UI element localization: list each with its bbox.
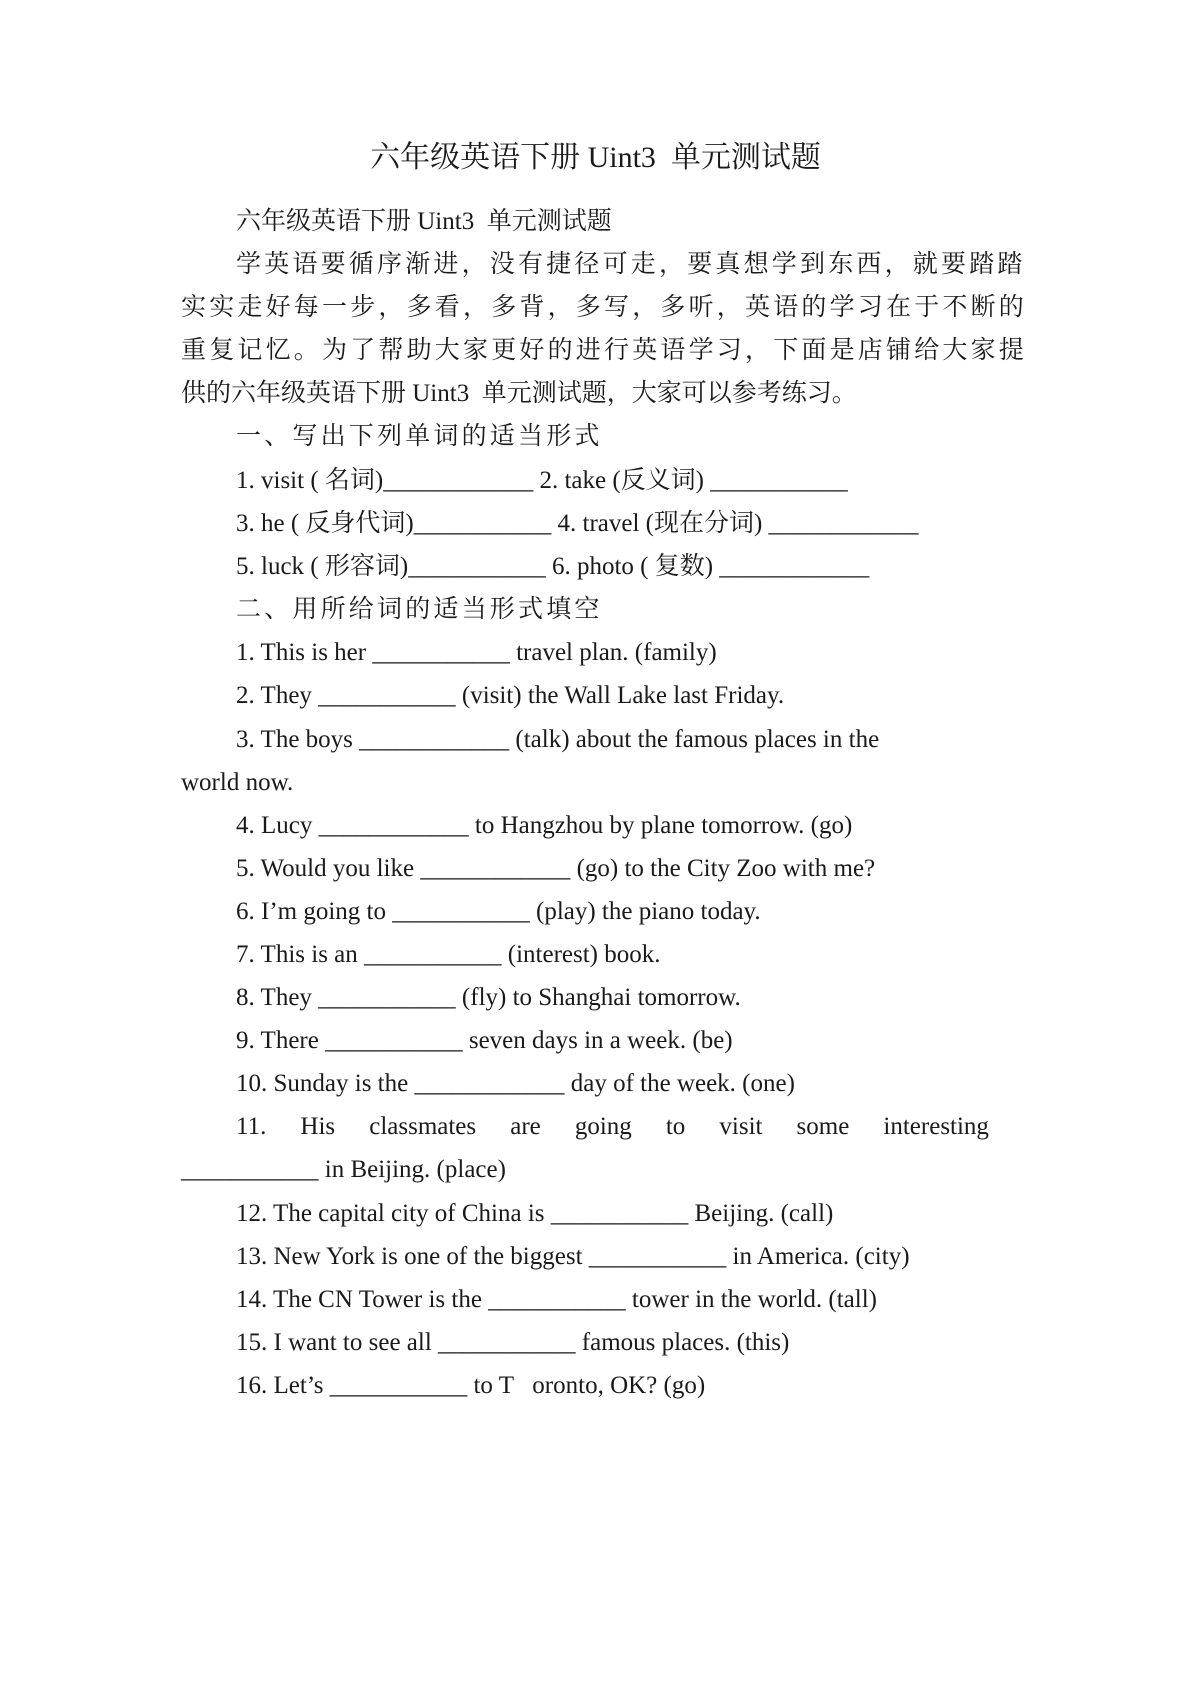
exercise-item-justified [236, 1110, 989, 1144]
exercise-item: 10. Sunday is the ____________ day of the week. (one) [236, 1070, 795, 1097]
word: visit [719, 1113, 763, 1140]
word: some [796, 1113, 850, 1140]
word: to [665, 1113, 686, 1140]
intro-line: 学英语要循序渐进，没有捷径可走，要真想学到东西，就要踏踏 [236, 251, 1026, 278]
exercise-item: 4. Lucy ____________ to Hangzhou by plane tomorrow. (go) [236, 812, 853, 839]
exercise-row: 5. luck ( 形容词)___________ 6. photo ( 复数) ____________ [236, 553, 870, 580]
exercise-item: 7. This is an ___________ (interest) book. [236, 941, 661, 968]
exercise-item: 6. I’m going to ___________ (play) the piano today. [236, 898, 761, 925]
word: interesting [883, 1113, 989, 1140]
section-heading: 一、写出下列单词的适当形式 [236, 423, 603, 450]
exercise-item: 12. The capital city of China is ___________ Beijing. (call) [236, 1200, 834, 1227]
exercise-item: 16. Let’s ___________ to T oronto, OK? (go) [236, 1372, 706, 1399]
word: classmates [369, 1113, 477, 1140]
word: His [300, 1113, 336, 1140]
exercise-item: 5. Would you like ____________ (go) to the City Zoo with me? [236, 855, 876, 882]
exercise-item: 3. The boys ____________ (talk) about the famous places in the [236, 726, 880, 753]
word: going [574, 1113, 632, 1140]
exercise-item-continuation: ___________ in Beijing. (place) [181, 1156, 506, 1183]
document-title: 六年级英语下册 Uint3 单元测试题 [370, 141, 821, 174]
section-heading: 二、用所给词的适当形式填空 [236, 596, 603, 623]
exercise-item: 13. New York is one of the biggest ___________ in America. (city) [236, 1243, 910, 1270]
intro-line: 供的六年级英语下册 Uint3 单元测试题，大家可以参考练习。 [181, 380, 857, 407]
exercise-item: 9. There ___________ seven days in a week. (be) [236, 1027, 733, 1054]
intro-line: 重复记忆。为了帮助大家更好的进行英语学习，下面是店铺给大家提 [181, 337, 1028, 364]
subtitle: 六年级英语下册 Uint3 单元测试题 [236, 208, 612, 235]
exercise-item: 14. The CN Tower is the ___________ tower in the world. (tall) [236, 1286, 877, 1313]
exercise-item: 2. They ___________ (visit) the Wall Lake last Friday. [236, 682, 785, 709]
exercise-item: 15. I want to see all ___________ famous places. (this) [236, 1329, 790, 1356]
word: 11. [236, 1113, 267, 1140]
intro-line: 实实走好每一步，多看，多背，多写，多听，英语的学习在于不断的 [181, 294, 1028, 321]
exercise-item-continuation: world now. [181, 769, 294, 796]
word: are [510, 1113, 541, 1140]
exercise-row: 3. he ( 反身代词)___________ 4. travel (现在分词) ____________ [236, 510, 919, 537]
exercise-item: 8. They ___________ (fly) to Shanghai tomorrow. [236, 984, 741, 1011]
exercise-item: 1. This is her ___________ travel plan. (family) [236, 639, 717, 666]
exercise-row: 1. visit ( 名词)____________ 2. take (反义词) ___________ [236, 467, 848, 494]
